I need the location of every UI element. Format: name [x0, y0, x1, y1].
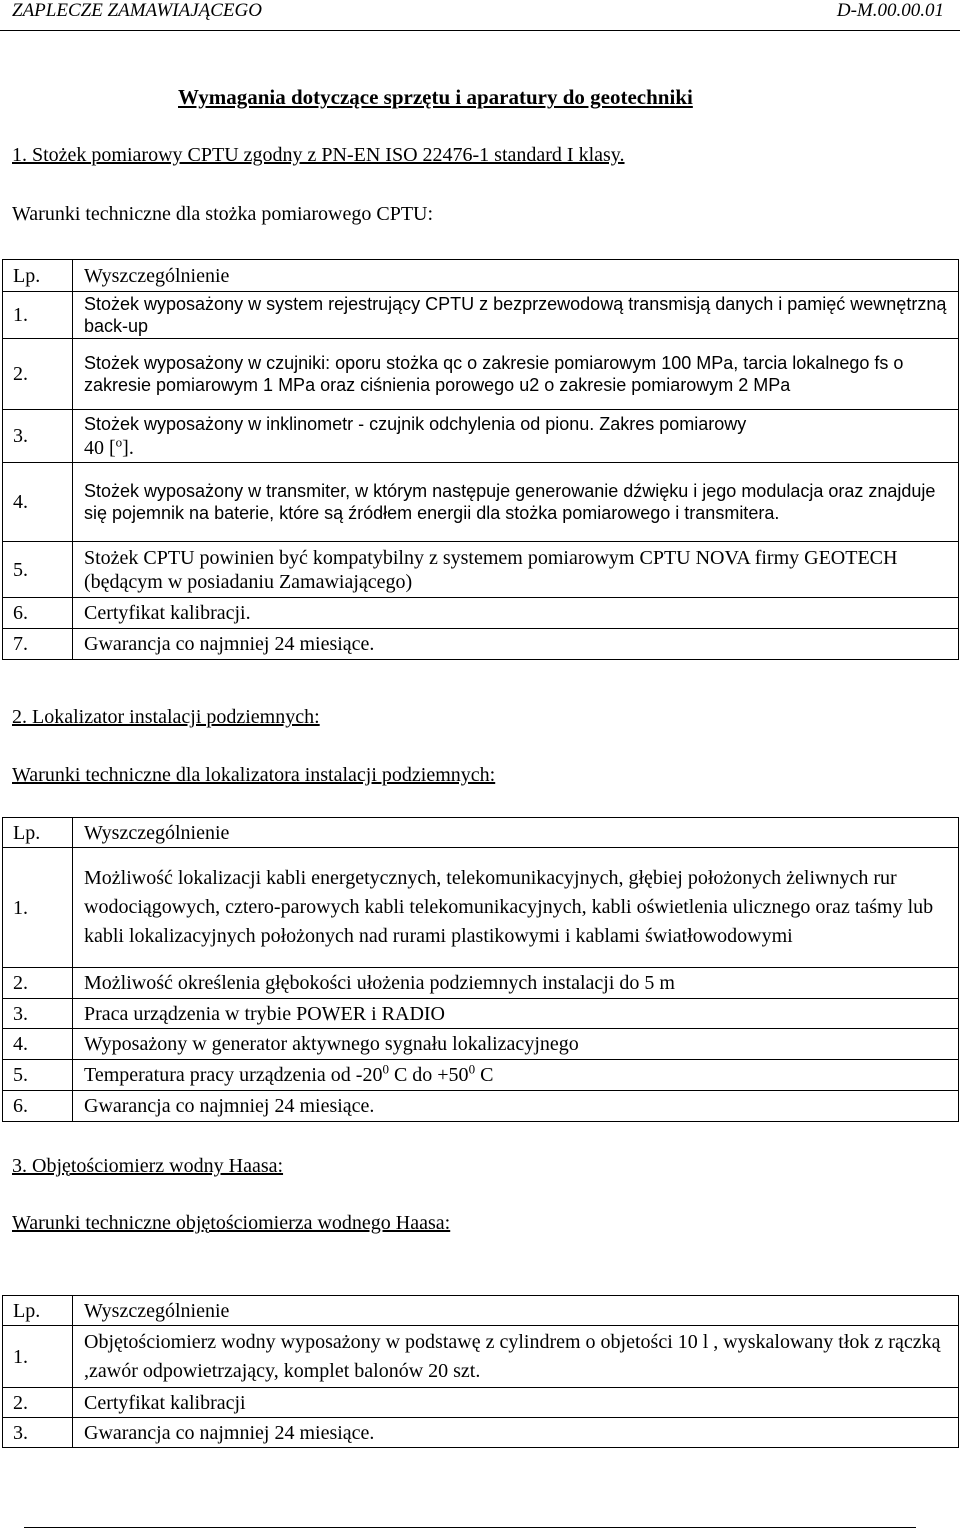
section1-table	[2, 259, 959, 660]
row-text-part: ].	[122, 437, 134, 459]
row-text-part: Temperatura pracy urządzenia od -20	[84, 1064, 383, 1086]
row-text: Gwarancja co najmniej 24 miesiące.	[73, 1091, 959, 1122]
section2-heading: 2. Lokalizator instalacji podziemnych:	[12, 706, 320, 728]
header-desc: Wyszczególnienie	[73, 1296, 959, 1326]
table-row	[3, 598, 959, 629]
row-text-part: C	[475, 1064, 494, 1086]
table-row	[3, 968, 959, 999]
section2-table	[2, 817, 959, 1122]
row-number: 7.	[3, 629, 73, 660]
table-row	[3, 1326, 959, 1388]
row-number: 4.	[3, 1029, 73, 1060]
table-header-row	[3, 818, 959, 848]
row-number: 4.	[3, 463, 73, 542]
row-text-part: C do +50	[388, 1064, 469, 1086]
row-text: Certyfikat kalibracji	[73, 1388, 959, 1418]
table-header-row	[3, 1296, 959, 1326]
page-header	[0, 0, 960, 31]
row-number: 2.	[3, 339, 73, 410]
header-desc: Wyszczególnienie	[73, 818, 959, 848]
table-row	[3, 292, 959, 339]
degree-superscript: 0	[468, 1061, 476, 1077]
row-text: Gwarancja co najmniej 24 miesiące.	[73, 1418, 959, 1448]
row-number: 1.	[3, 292, 73, 339]
row-text: Certyfikat kalibracji.	[73, 598, 959, 629]
degree-superscript: o	[115, 434, 123, 450]
row-number: 5.	[3, 542, 73, 598]
row-text: Stożek wyposażony w system rejestrujący CPTU z bezprzewodową transmisją danych i pamięć wewnętrzną back-up	[73, 292, 959, 339]
row-number: 3.	[3, 410, 73, 463]
table-row	[3, 848, 959, 968]
section3-subheading: Warunki techniczne objętościomierza wodnego Haasa:	[12, 1212, 451, 1234]
header-lp: Lp.	[3, 1296, 73, 1326]
row-text: Wyposażony w generator aktywnego sygnału lokalizacyjnego	[73, 1029, 959, 1060]
table-row	[3, 1418, 959, 1448]
row-text: Stożek wyposażony w transmiter, w którym następuje generowanie dźwięku i jego modulacja oraz znajduje się pojemnik na baterie, które są źródłem energii dla stożka pomiarowego i transmitera.	[73, 463, 959, 542]
table-row	[3, 542, 959, 598]
table-row	[3, 629, 959, 660]
header-desc: Wyszczególnienie	[73, 260, 959, 292]
row-number: 5.	[3, 1060, 73, 1091]
row-number: 2.	[3, 968, 73, 999]
header-left: ZAPLECZE ZAMAWIAJĄCEGO	[12, 0, 262, 21]
section1-subheading: Warunki techniczne dla stożka pomiarowego CPTU:	[12, 203, 434, 225]
row-text: Gwarancja co najmniej 24 miesiące.	[73, 629, 959, 660]
table-row	[3, 999, 959, 1029]
section2-subheading: Warunki techniczne dla lokalizatora instalacji podziemnych:	[12, 764, 496, 786]
table-header-row	[3, 260, 959, 292]
row-number: 3.	[3, 999, 73, 1029]
row-text: Stożek wyposażony w czujniki: oporu stożka qc o zakresie pomiarowym 100 MPa, tarcia lokalnego fs o zakresie pomiarowym 1 MPa oraz ciśnienia porowego u2 o zakresie pomiarowym 2 MPa	[73, 339, 959, 410]
table-row	[3, 463, 959, 542]
row-text-part: 40 [	[84, 437, 116, 459]
row-number: 2.	[3, 1388, 73, 1418]
document-title: Wymagania dotyczące sprzętu i aparatury do geotechniki	[178, 85, 693, 109]
section1-heading: 1. Stożek pomiarowy CPTU zgodny z PN-EN ISO 22476-1 standard I klasy.	[12, 144, 625, 166]
row-text: Możliwość określenia głębokości ułożenia podziemnych instalacji do 5 m	[73, 968, 959, 999]
row-text: Objętościomierz wodny wyposażony w podstawę z cylindrem o objetości 10 l , wyskalowany tłok z rączką ,zawór odpowietrzający, komplet balonów 20 szt.	[73, 1326, 959, 1388]
table-row	[3, 1060, 959, 1091]
row-text-part: Stożek wyposażony w inklinometr - czujnik odchylenia od pionu. Zakres pomiarowy	[84, 414, 747, 434]
section3-heading: 3. Objętościomierz wodny Haasa:	[12, 1155, 284, 1177]
row-number: 6.	[3, 1091, 73, 1122]
header-right: D-M.00.00.01	[836, 0, 944, 21]
footer-rule	[24, 1527, 916, 1528]
degree-superscript: 0	[382, 1061, 389, 1077]
row-text	[73, 410, 959, 463]
table-row	[3, 410, 959, 463]
row-text: Praca urządzenia w trybie POWER i RADIO	[73, 999, 959, 1029]
table-row	[3, 1029, 959, 1060]
table-row	[3, 1388, 959, 1418]
table-row	[3, 1091, 959, 1122]
row-number: 6.	[3, 598, 73, 629]
section3-table	[2, 1295, 959, 1448]
row-number: 1.	[3, 1326, 73, 1388]
table-row	[3, 339, 959, 410]
row-number: 3.	[3, 1418, 73, 1448]
row-text: Stożek CPTU powinien być kompatybilny z systemem pomiarowym CPTU NOVA firmy GEOTECH (będącym w posiadaniu Zamawiającego)	[73, 542, 959, 598]
header-lp: Lp.	[3, 260, 73, 292]
row-number: 1.	[3, 848, 73, 968]
header-lp: Lp.	[3, 818, 73, 848]
row-text: Możliwość lokalizacji kabli energetycznych, telekomunikacyjnych, głębiej położonych żeliwnych rur wodociągowych, cztero-parowych kabli telekomunikacyjnych, kabli oświetlenia ulicznego oraz taśmy lub kabli lokalizacyjnych położonych nad rurami plastikowymi i kablami światłowodowymi	[73, 848, 959, 968]
row-text	[73, 1060, 959, 1091]
